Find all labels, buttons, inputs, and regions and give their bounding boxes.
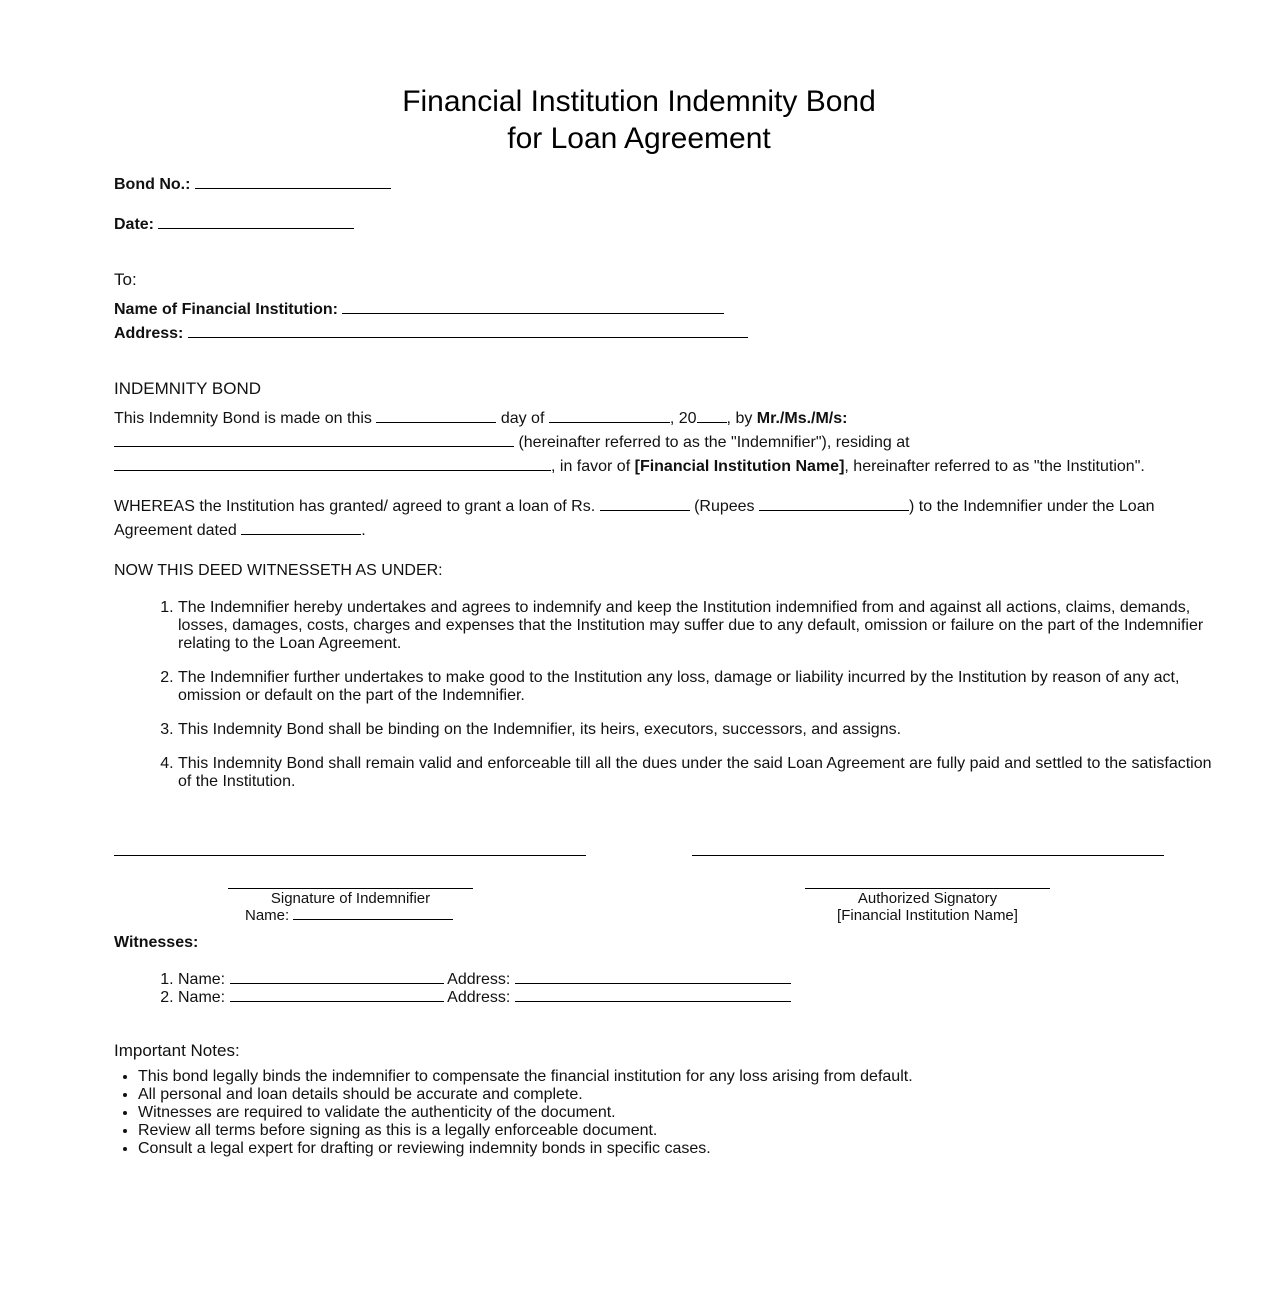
institution-name-signatory-label: [Financial Institution Name] [837, 907, 1018, 924]
to-label: To: [114, 270, 137, 289]
note-item: • Consult a legal expert for drafting or reviewing indemnity bonds in specific cases. [138, 1140, 913, 1158]
intro-text-2: day of [500, 410, 545, 427]
whereas-paragraph [114, 495, 1164, 543]
witness-name-label: Name: [178, 971, 226, 988]
document-title [114, 83, 1164, 157]
important-notes-heading: Important Notes: [114, 1041, 240, 1060]
intro-text-4: , by [726, 410, 753, 427]
clauses-list [114, 599, 1228, 807]
witness-address-label: Address: [447, 989, 511, 1006]
intro-text-3: , 20 [669, 410, 697, 427]
year-field[interactable] [697, 421, 727, 423]
note-item: • Witnesses are required to validate the authenticity of the document. [138, 1104, 913, 1122]
witness-item [178, 989, 791, 1007]
authorized-signatory-label: Authorized Signatory [857, 890, 998, 907]
institution-label: Name of Financial Institution: [114, 301, 339, 318]
address-label: Address: [114, 325, 184, 342]
indemnifier-signature-line[interactable] [114, 855, 586, 856]
whereas-text-5: . [361, 522, 366, 539]
title-line-2: for Loan Agreement [507, 122, 771, 155]
note-item: • All personal and loan details should be accurate and complete. [138, 1086, 913, 1104]
indemnifier-name-label: Name: [245, 907, 290, 924]
date-row [114, 216, 354, 234]
important-notes-list [114, 1068, 913, 1158]
bond-no-label: Bond No.: [114, 176, 191, 193]
clause-item: 4. This Indemnity Bond shall remain valid and enforceable till all the dues under the said Loan Agreement are fully paid and settled to the satisfaction of the Institution. [178, 755, 1228, 791]
bond-no-field[interactable] [195, 187, 391, 189]
whereas-text-3: ) to the Indemnifier under the Loan [909, 498, 1155, 515]
bond-intro-paragraph [114, 407, 1164, 479]
witnesseth-heading: NOW THIS DEED WITNESSETH AS UNDER: [114, 562, 443, 579]
intro-text-1: This Indemnity Bond is made on this [114, 410, 372, 427]
whereas-text-2: (Rupees [694, 498, 755, 515]
clause-item: 1. The Indemnifier hereby undertakes and agrees to indemnify and keep the Institution indemnified from and against all actions, claims, demands, losses, damages, costs, charges and expenses that the Institution may suffer due to any default, omission or failure on the part of the Indemnifier relating to the Loan Agreement. [178, 599, 1228, 653]
witness-2-address-field[interactable] [515, 1000, 791, 1002]
witness-address-label: Address: [447, 971, 511, 988]
witnesses-heading-text: Witnesses: [114, 934, 199, 951]
agreement-date-field[interactable] [241, 533, 361, 535]
witnesses-list [114, 971, 791, 1007]
date-field[interactable] [158, 227, 354, 229]
note-item: • This bond legally binds the indemnifier to compensate the financial institution for any loss arising from default. [138, 1068, 913, 1086]
note-item: • Review all terms before signing as this is a legally enforceable document. [138, 1122, 913, 1140]
witness-1-name-field[interactable] [230, 982, 444, 984]
address-row [114, 325, 748, 343]
institution-name-field[interactable] [342, 312, 724, 314]
clause-item: 2. The Indemnifier further undertakes to make good to the Institution any loss, damage or liability incurred by the Institution by reason of any act, omission or default on the part of the Indemnifier. [178, 669, 1228, 705]
institution-name-placeholder: [Financial Institution Name] [634, 458, 845, 475]
day-field[interactable] [376, 421, 496, 423]
authorized-signature-line[interactable] [692, 855, 1164, 856]
title-line-1: Financial Institution Indemnity Bond [402, 85, 876, 118]
institution-row [114, 301, 724, 319]
indemnifier-residence-field[interactable] [114, 469, 551, 471]
bond-no-row [114, 176, 391, 194]
intro-text-6: , in favor of [551, 458, 631, 475]
authorized-signatory-divider [805, 888, 1050, 889]
loan-amount-words-field[interactable] [759, 509, 909, 511]
date-label: Date: [114, 216, 155, 233]
month-field[interactable] [549, 421, 670, 423]
whereas-text-1: WHEREAS the Institution has granted/ agreed to grant a loan of Rs. [114, 498, 596, 515]
signature-of-indemnifier-label: Signature of Indemnifier [270, 890, 431, 907]
witnesses-heading [114, 934, 198, 952]
intro-text-5: (hereinafter referred to as the "Indemnifier"), residing at [518, 434, 910, 451]
indemnifier-signature-name-field[interactable] [293, 918, 453, 920]
clause-item: 3. This Indemnity Bond shall be binding on the Indemnifier, its heirs, executors, successors, and assigns. [178, 721, 1228, 739]
witness-name-label: Name: [178, 989, 226, 1006]
indemnifier-name-field[interactable] [114, 445, 514, 447]
whereas-text-4: Agreement dated [114, 522, 237, 539]
intro-text-7: , hereinafter referred to as "the Institution". [844, 458, 1145, 475]
indemnifier-title-label: Mr./Ms./M/s: [756, 410, 848, 427]
witness-2-name-field[interactable] [230, 1000, 444, 1002]
witness-1-address-field[interactable] [515, 982, 791, 984]
witness-item [178, 971, 791, 989]
indemnity-bond-heading: INDEMNITY BOND [114, 379, 262, 398]
institution-address-field[interactable] [188, 336, 748, 338]
indemnifier-name-row [245, 907, 453, 924]
indemnifier-signature-divider [228, 888, 473, 889]
loan-amount-field[interactable] [600, 509, 690, 511]
